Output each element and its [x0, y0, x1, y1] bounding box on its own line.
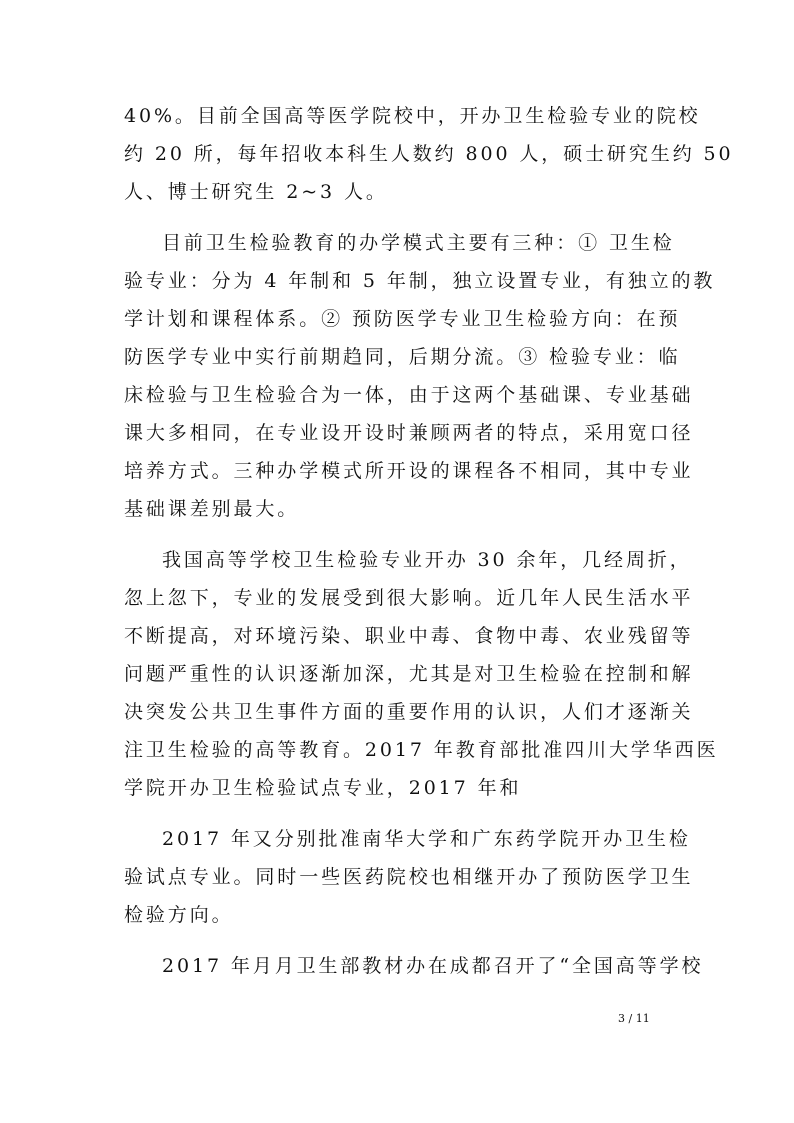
paragraph-start-line: 2017 年月月卫生部教材办在成都召开了“全国高等学校	[162, 955, 704, 977]
text-line: 检验方向。	[124, 904, 234, 926]
text-line: 问题严重性的认识逐渐加深，尤其是对卫生检验在控制和解	[124, 663, 694, 685]
text-line: 不断提高，对环境污染、职业中毒、食物中毒、农业残留等	[124, 625, 694, 647]
text-line: 约 20 所，每年招收本科生人数约 800 人，硕士研究生约 50	[124, 143, 734, 165]
text-line: 课大多相同，在专业设开设时兼顾两者的特点，采用宽口径	[124, 422, 694, 444]
text-line: 决突发公共卫生事件方面的重要作用的认识，人们才逐渐关	[124, 701, 694, 723]
text-line: 验试点专业。同时一些医药院校也相继开办了预防医学卫生	[124, 866, 694, 888]
text-line: 注卫生检验的高等教育。2017 年教育部批准四川大学华西医	[124, 739, 719, 761]
text-line: 基础课差别最大。	[124, 498, 300, 520]
text-line: 验专业：分为 4 年制和 5 年制，独立设置专业，有独立的教	[124, 270, 716, 292]
text-line: 忽上忽下，专业的发展受到很大影响。近几年人民生活水平	[124, 587, 694, 609]
paragraph-start-line: 2017 年又分别批准南华大学和广东药学院开办卫生检	[162, 828, 691, 850]
text-line: 学院开办卫生检验试点专业，2017 年和	[124, 777, 522, 799]
text-line: 防医学专业中实行前期趋同，后期分流。③ 检验专业：临	[124, 346, 681, 368]
text-line: 40%。目前全国高等医学院校中，开办卫生检验专业的院校	[124, 105, 701, 127]
paragraph-start-line: 目前卫生检验教育的办学模式主要有三种：① 卫生检	[162, 232, 675, 254]
page-number: 3 / 11	[618, 1012, 650, 1025]
text-line: 床检验与卫生检验合为一体，由于这两个基础课、专业基础	[124, 384, 694, 406]
text-line: 学计划和课程体系。② 预防医学专业卫生检验方向：在预	[124, 308, 681, 330]
text-line: 人、博士研究生 2~3 人。	[124, 181, 388, 203]
text-line: 培养方式。三种办学模式所开设的课程各不相同，其中专业	[124, 460, 694, 482]
paragraph-start-line: 我国高等学校卫生检验专业开办 30 余年，几经周折，	[162, 549, 692, 571]
